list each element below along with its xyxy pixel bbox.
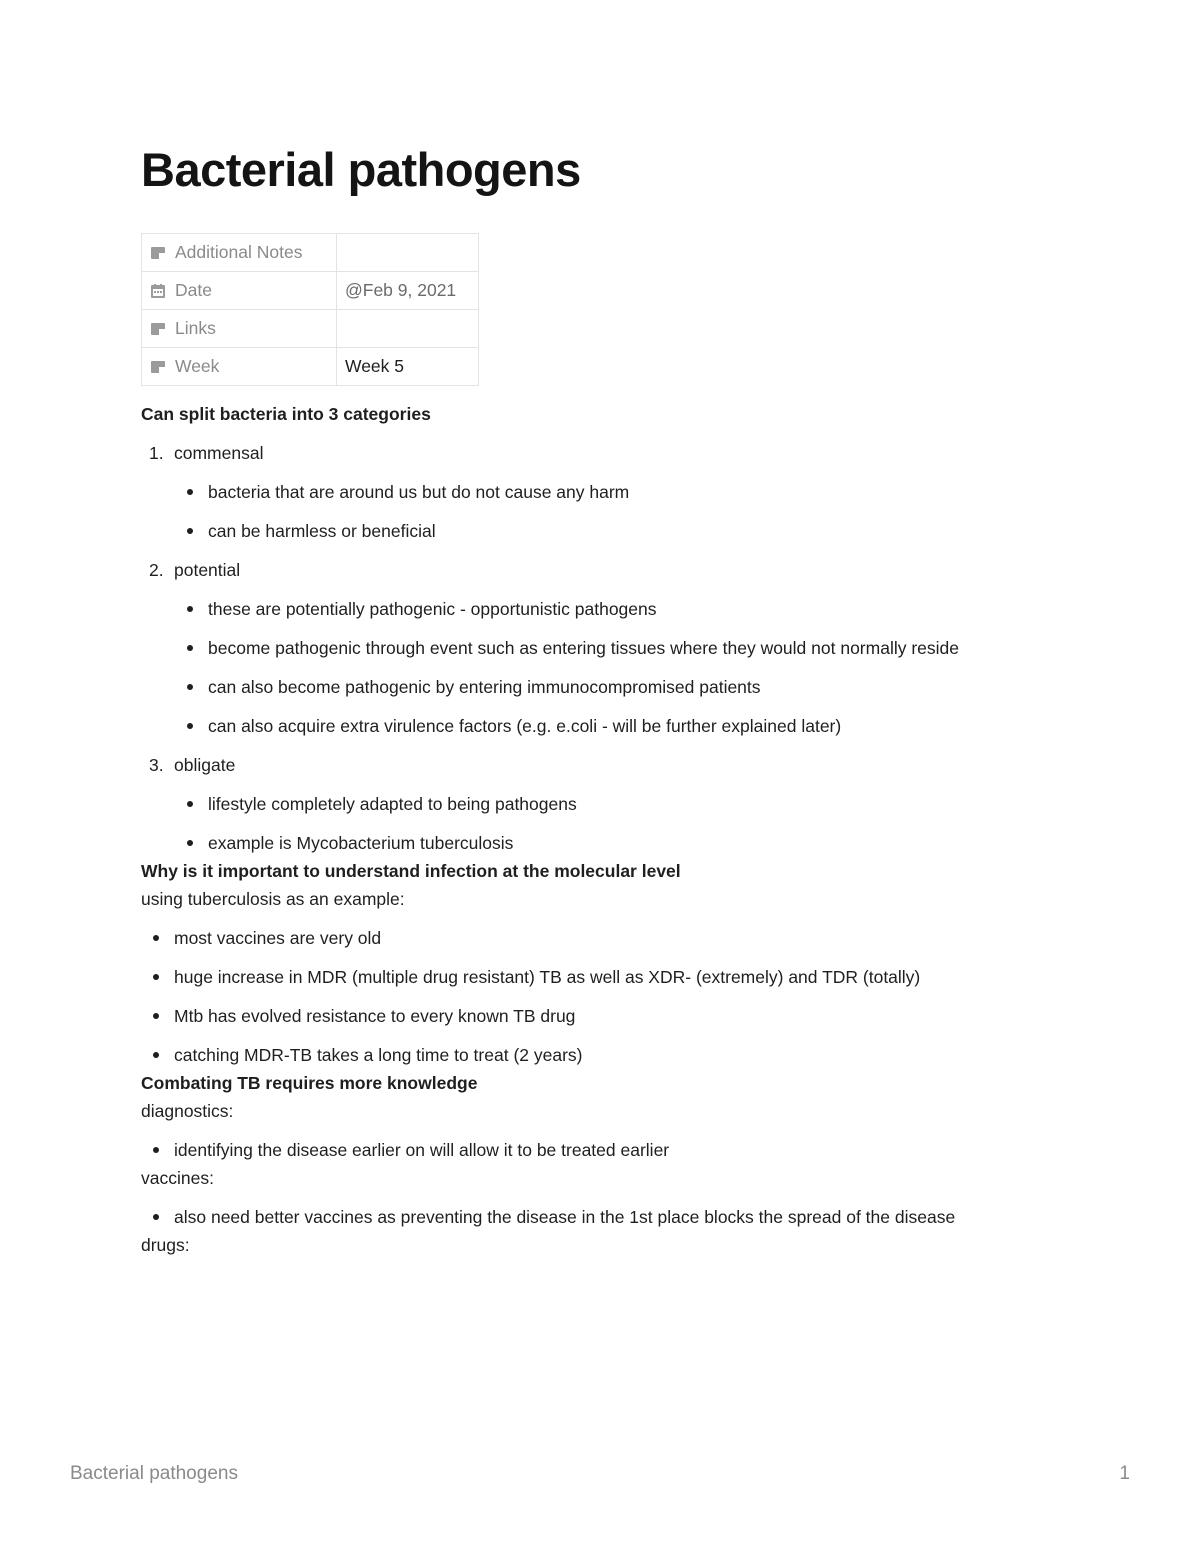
paragraph: drugs: (141, 1235, 190, 1255)
list-item (141, 790, 1041, 818)
list-item-text: can also become pathogenic by entering immunocompromised patients (208, 677, 761, 697)
list-item (141, 712, 1041, 740)
page-content (141, 400, 1041, 1259)
bullet-icon (153, 1214, 159, 1220)
property-key (142, 234, 337, 272)
list-item (141, 517, 1041, 545)
numbered-item-label: obligate (174, 755, 236, 775)
property-key (142, 272, 337, 310)
bullet-icon (153, 1147, 159, 1153)
bullet-icon (187, 723, 193, 729)
page-number: 1 (1119, 1463, 1130, 1484)
list-item (141, 963, 1041, 991)
bullet-icon (187, 606, 193, 612)
numbered-item (141, 439, 1041, 467)
property-label: Date (175, 280, 212, 300)
bullet-icon (187, 684, 193, 690)
numbered-item (141, 556, 1041, 584)
property-value (337, 310, 479, 348)
list-item-text: bacteria that are around us but do not cause any harm (208, 482, 630, 502)
page-title: Bacterial pathogens (141, 143, 581, 196)
text-property-icon (150, 321, 166, 337)
bullet-icon (153, 1052, 159, 1058)
list-item (141, 673, 1041, 701)
list-item-text: can be harmless or beneficial (208, 521, 436, 541)
list-item (141, 1002, 1041, 1030)
bullet-icon (187, 645, 193, 651)
list-item-text: catching MDR-TB takes a long time to treat (2 years) (174, 1045, 583, 1065)
bullet-icon (187, 801, 193, 807)
list-item-text: become pathogenic through event such as entering tissues where they would not normally reside (208, 638, 959, 658)
property-label: Week (175, 356, 220, 376)
list-item (141, 1041, 1041, 1069)
text-property-icon (150, 359, 166, 375)
section-heading: Can split bacteria into 3 categories (141, 404, 431, 424)
paragraph: diagnostics: (141, 1101, 234, 1121)
property-label: Additional Notes (175, 242, 303, 262)
list-item (141, 634, 1041, 662)
bullet-icon (187, 489, 193, 495)
bullet-icon (153, 1013, 159, 1019)
list-item-text: can also acquire extra virulence factors (e.g. e.coli - will be further explained later) (208, 716, 842, 736)
section-heading: Combating TB requires more knowledge (141, 1073, 478, 1093)
list-item-text: identifying the disease earlier on will allow it to be treated earlier (174, 1140, 670, 1160)
numbered-item (141, 751, 1041, 779)
bullet-icon (187, 840, 193, 846)
paragraph: using tuberculosis as an example: (141, 889, 405, 909)
property-row-date (142, 272, 479, 310)
properties-table (141, 233, 479, 386)
list-item (141, 595, 1041, 623)
calendar-icon (150, 283, 166, 299)
section-heading: Why is it important to understand infection at the molecular level (141, 861, 681, 881)
property-label: Links (175, 318, 216, 338)
paragraph: vaccines: (141, 1168, 214, 1188)
footer-title: Bacterial pathogens (70, 1463, 238, 1484)
list-item-text: Mtb has evolved resistance to every known TB drug (174, 1006, 576, 1026)
list-number: 1. (149, 443, 164, 463)
numbered-item-label: commensal (174, 443, 264, 463)
property-value: Week 5 (337, 348, 479, 386)
list-item (141, 1203, 1041, 1231)
list-number: 2. (149, 560, 164, 580)
list-item (141, 1136, 1041, 1164)
list-number: 3. (149, 755, 164, 775)
list-item-text: huge increase in MDR (multiple drug resistant) TB as well as XDR- (extremely) and TDR (totally) (174, 967, 921, 987)
property-row-week (142, 348, 479, 386)
bullet-icon (153, 974, 159, 980)
list-item (141, 924, 1041, 952)
list-item (141, 478, 1041, 506)
bullet-icon (153, 935, 159, 941)
property-key (142, 348, 337, 386)
list-item (141, 829, 1041, 857)
text-property-icon (150, 245, 166, 261)
list-item-text: most vaccines are very old (174, 928, 382, 948)
property-row-additional-notes (142, 234, 479, 272)
numbered-item-label: potential (174, 560, 241, 580)
property-value (337, 234, 479, 272)
list-item-text: these are potentially pathogenic - opportunistic pathogens (208, 599, 657, 619)
property-key (142, 310, 337, 348)
bullet-icon (187, 528, 193, 534)
list-item-text: example is Mycobacterium tuberculosis (208, 833, 514, 853)
property-value: @Feb 9, 2021 (337, 272, 479, 310)
property-row-links (142, 310, 479, 348)
list-item-text: also need better vaccines as preventing the disease in the 1st place blocks the spread of the disease (174, 1207, 956, 1227)
list-item-text: lifestyle completely adapted to being pathogens (208, 794, 577, 814)
